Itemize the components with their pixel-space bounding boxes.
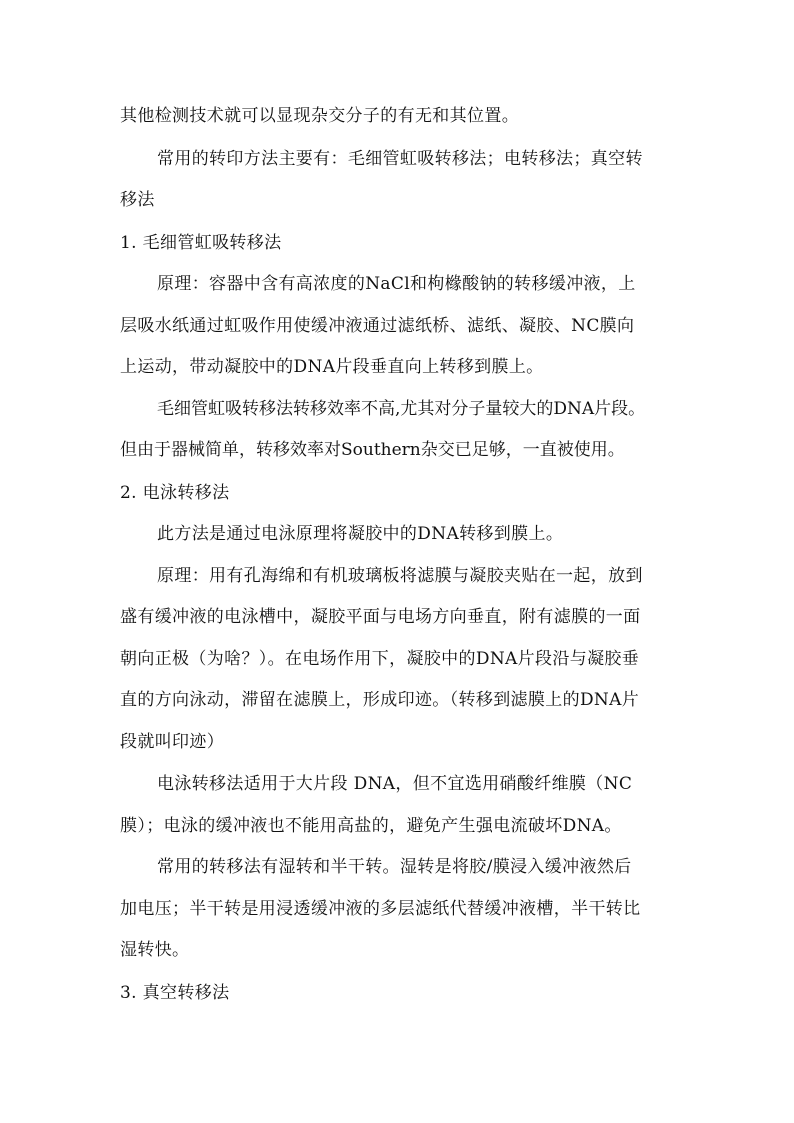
- paragraph-line: 原理：用有孔海绵和有机玻璃板将滤膜与凝胶夹贴在一起，放到: [157, 566, 643, 586]
- paragraph-line: 但由于器械简单，转移效率对Southern杂交已足够，一直被使用。: [120, 440, 625, 460]
- paragraph-line: 其他检测技术就可以显现杂交分子的有无和其位置。: [120, 106, 520, 126]
- paragraph-line: 直的方向泳动，滞留在滤膜上，形成印迹。（转移到滤膜上的DNA片: [120, 690, 640, 710]
- section-heading: 1. 毛细管虹吸转移法: [120, 233, 282, 253]
- paragraph-line: 上运动，带动凝胶中的DNA片段垂直向上转移到膜上。: [120, 357, 544, 377]
- paragraph-line: 层吸水纸通过虹吸作用使缓冲液通过滤纸桥、滤纸、凝胶、NC膜向: [120, 316, 635, 336]
- paragraph-line: 段就叫印迹）: [120, 732, 225, 752]
- paragraph-line: 移法: [120, 190, 155, 210]
- paragraph-line: 原理：容器中含有高浓度的NaCl和枸橼酸钠的转移缓冲液，上: [157, 274, 636, 294]
- section-heading: 3. 真空转移法: [120, 983, 230, 1003]
- paragraph-line: 盛有缓冲液的电泳槽中，凝胶平面与电场方向垂直，附有滤膜的一面: [120, 607, 641, 627]
- paragraph-line: 常用的转移法有湿转和半干转。湿转是将胶/膜浸入缓冲液然后: [157, 857, 632, 877]
- paragraph-line: 电泳转移法适用于大片段 DNA，但不宜选用硝酸纤维膜（NC: [157, 774, 633, 794]
- paragraph-line: 毛细管虹吸转移法转移效率不高,尤其对分子量较大的DNA片段。: [157, 399, 646, 419]
- paragraph-line: 朝向正极（为啥？）。在电场作用下，凝胶中的DNA片段沿与凝胶垂: [120, 649, 640, 669]
- paragraph-line: 湿转快。: [120, 940, 190, 960]
- paragraph-line: 加电压；半干转是用浸透缓冲液的多层滤纸代替缓冲液槽，半干转比: [120, 899, 641, 919]
- paragraph-line: 膜）；电泳的缓冲液也不能用高盐的，避免产生强电流破坏DNA。: [120, 816, 622, 836]
- section-heading: 2. 电泳转移法: [120, 483, 230, 503]
- paragraph-line: 常用的转印方法主要有：毛细管虹吸转移法；电转移法；真空转: [157, 149, 643, 169]
- paragraph-line: 此方法是通过电泳原理将凝胶中的DNA转移到膜上。: [157, 524, 564, 544]
